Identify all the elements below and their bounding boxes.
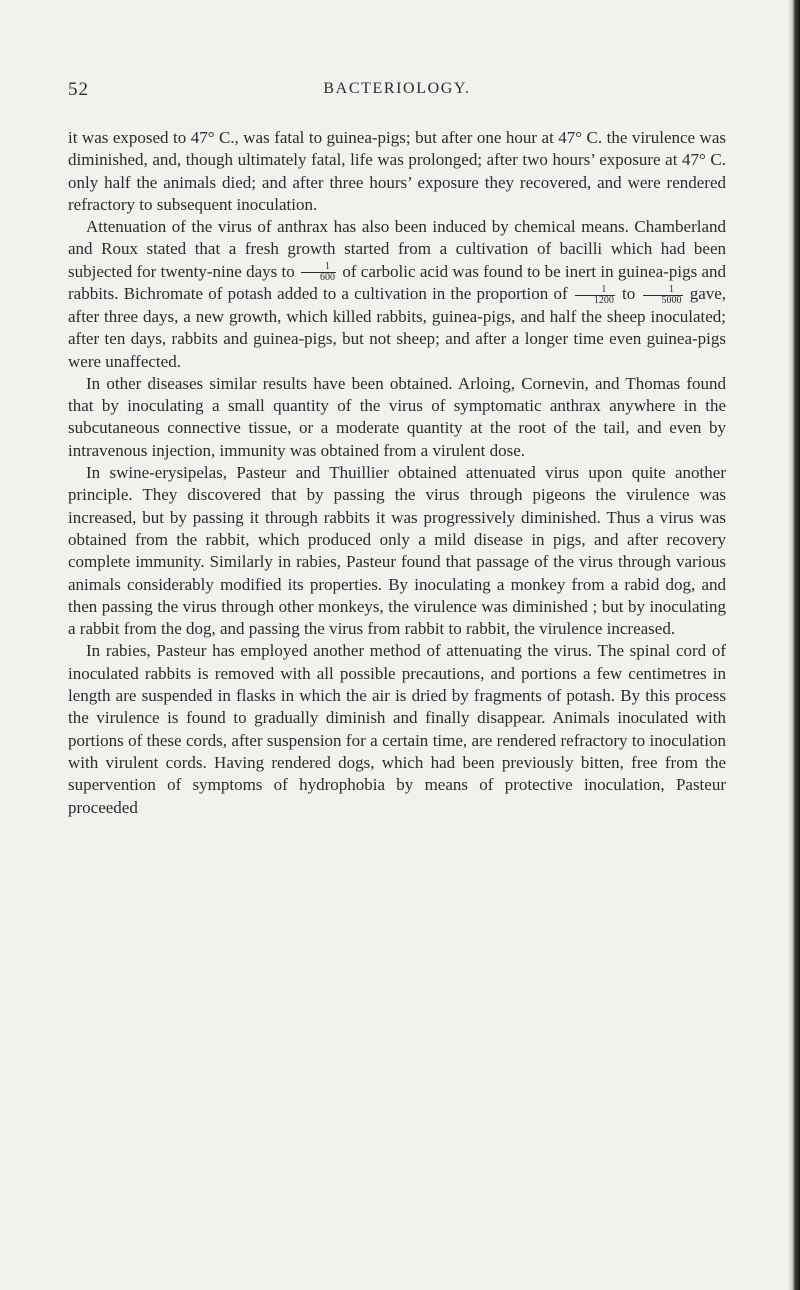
paragraph-5: In rabies, Pasteur has employed another method of attenuating the virus. The spinal cord of inoculated rabbits is removed with all possible precautions, and portions a few centimetres in length are suspended in flasks in which the air is dried by fragments of potash. By this process the virulence is found to gradually diminish and finally disappear. Animals inoculated with portions of these cords, after suspension for a certain time, are rendered refractory to inoculation with virulent cords. Having rendered dogs, which had been previously bitten, free from the supervention of symptoms of hydrophobia by means of protective inoculation, Pasteur proceeded (68, 641, 726, 817)
page-edge-shadow (788, 0, 800, 1290)
fraction-bichromate-high (643, 285, 683, 306)
paragraph-1: it was exposed to 47° C., was fatal to guinea-pigs; but after one hour at 47° C. the virulence was diminished, and, though ultimately fatal, life was prolonged; after two hours’ exposure at 47° C. only half the animals died; and after three hours’ exposure they recovered, and were rendered refractory to subsequent inoculation. (68, 128, 726, 214)
paragraph-2-part-d: gave, after three days, a new growth, which killed rabbits, guinea-pigs, and half the sheep inoculated; after ten days, rabbits and guinea-pigs, but not sheep; and after a longer time even guinea-pigs were unaffected. (68, 284, 727, 371)
running-title: BACTERIOLOGY. (323, 80, 471, 97)
body-text (68, 127, 726, 819)
fraction-denominator: 5000 (661, 294, 682, 306)
fraction-denominator: 600 (320, 272, 336, 284)
paragraph-2 (68, 216, 726, 373)
fraction-bichromate-low (575, 285, 615, 306)
paragraph-2-part-b: of carbolic acid was found to be inert in guinea-pigs and rabbits. Bichromate of potash added to a cultivation in the proportion of (68, 261, 727, 304)
page-number: 52 (68, 79, 89, 100)
fraction-numerator: 1 (575, 285, 615, 296)
paragraph-3: In other diseases similar results have been obtained. Arloing, Cornevin, and Thomas found that by inoculating a small quantity of the virus of symptomatic anthrax anywhere in the subcutaneous connective tissue, or a moderate quantity at the root of the tail, and even by intravenous injection, immunity was obtained from a virulent dose. (68, 373, 726, 460)
paragraph-4: In swine-erysipelas, Pasteur and Thuillier obtained attenuated virus upon quite another principle. They discovered that by passing the virus through pigeons the virulence was increased, but by passing it through rabbits it was progressively diminished. Thus a virus was obtained from the rabbit, which produced only a mild disease in pigs, and after recovery complete immunity. Similarly in rabies, Pasteur found that passage of the virus through various animals considerably modified its properties. By inoculating a monkey from a rabid dog, and then passing the virus through other monkeys, the virulence was diminished ; but by inoculating a rabbit from the dog, and passing the virus from rabbit to rabbit, the virulence increased. (68, 463, 726, 639)
paragraph-2-part-c: to (622, 284, 636, 304)
fraction-numerator: 1 (643, 285, 683, 296)
fraction-denominator: 1200 (593, 294, 614, 306)
paragraph-2-part-a: Attenuation of the virus of anthrax has also been induced by chemical means. Chamberland and Roux stated that a fresh growth started from a cultivation of bacilli which had been subjected for twenty-nine days to (68, 217, 726, 281)
fraction-numerator: 1 (301, 262, 336, 273)
page-header (68, 79, 726, 107)
fraction-carbolic (301, 262, 336, 283)
